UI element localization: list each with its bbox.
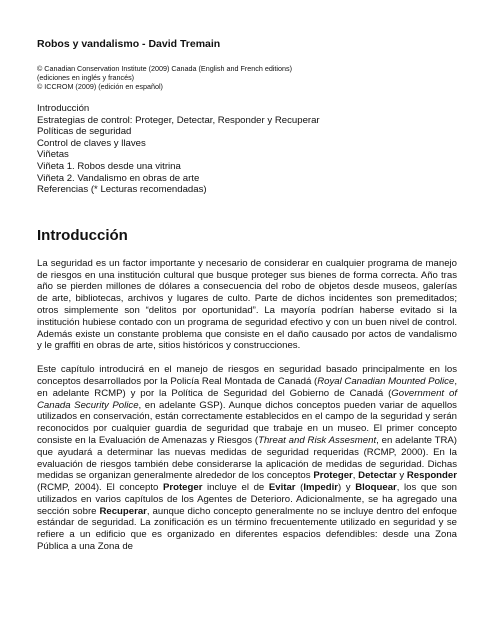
- text-run: ) y: [337, 482, 356, 494]
- paragraph-risk-management: [37, 364, 457, 553]
- section-heading: Introducción: [37, 226, 128, 244]
- bold-term: Recuperar: [99, 505, 147, 517]
- toc-link-vineta-1[interactable]: Viñeta 1. Robos desde una vitrina: [37, 160, 181, 172]
- bold-term: Responder: [406, 470, 457, 482]
- toc-link-vinetas[interactable]: Viñetas: [37, 149, 69, 161]
- toc-link-politicas[interactable]: Políticas de seguridad: [37, 126, 132, 138]
- text-run: , aunque dicho concepto generalmente no se incluye dentro del enfoque estándar de seguridad. La zonificación es un término frecuentemente utilizado en seguridad y se refiere a un edificio que es organizado en diferentes espacios defendibles: desde una Zona Pública a una Zona de: [37, 505, 457, 553]
- toc-link-control-claves[interactable]: Control de claves y llaves: [37, 137, 146, 149]
- toc-link-estrategias[interactable]: Estrategias de control: Proteger, Detectar, Responder y Recuperar: [37, 114, 320, 126]
- italic-term: Government of Canada Security Police: [37, 387, 457, 411]
- toc-link-referencias[interactable]: Referencias (* Lecturas recomendadas): [37, 184, 207, 196]
- bold-term: Proteger: [313, 470, 353, 482]
- bold-term: Evitar: [268, 482, 296, 494]
- copyright-line: (ediciones en inglés y francés): [37, 73, 135, 82]
- toc-link-vineta-2[interactable]: Viñeta 2. Vandalismo en obras de arte: [37, 172, 200, 184]
- italic-term: Royal Canadian Mounted Police: [317, 375, 455, 387]
- document-title: Robos y vandalismo - David Tremain: [37, 38, 221, 50]
- bold-term: Bloquear: [355, 482, 397, 494]
- paragraph-intro: La seguridad es un factor importante y necesario de considerar en cualquier programa de manejo de riesgos en una institución cultural que busque proteger sus bienes de forma correcta. Año tras año se pierden millones de dólares a consecuencia del robo de objetos desde museos, galerías de arte, bibliotecas, archivos y lugares de culto. Parte de dichos incidentes son premeditados; otros simplemente son “delitos por oportunidad”. La mayoría podrían haberse evitado si la institución hubiese contado con un programa de seguridad efectivo y con un buen nivel de control. Además existe un constante problema que consiste en el daño causado por actos de vandalismo y le graffiti en obras de arte, sitios históricos y construcciones.: [37, 257, 457, 352]
- text-run: Este capítulo introducirá en el manejo de riesgos en seguridad basado principalmente en los conceptos desarrollados por la Policía Real Montada de Canadá (: [37, 364, 457, 387]
- text-run: , en adelante RCMP) y por la Política de Seguridad del Gobierno de Canadá (: [37, 375, 457, 399]
- italic-term: Threat and Risk Assesment: [258, 434, 377, 446]
- text-run: , en adelante TRA) que ayudará a determinar las nuevas medidas de seguridad requeridas (RCMP, 2000). En la evaluación de riesgos también debe considerarse la aplicación de medidas de seguridad. Dichas medidas se organizan generalmente alrededor de los conceptos: [37, 434, 457, 482]
- text-run: (: [295, 482, 304, 494]
- table-of-contents: [37, 103, 457, 196]
- text-run: , en adelante GSP). Aunque dichos conceptos pueden variar de aquellos utilizados en conservación, están correctamente establecidos en el campo de la seguridad y serán reconocidos por cualquier guardia de seguridad que trabaje en un museo. El primer concepto consiste en la Evaluación de Amenazas y Riesgos (: [37, 399, 457, 446]
- text-run: , los que son utilizados en varios capítulos de los Agentes de Deterioro. Adicionalmente, se ha agregado una sección sobre: [37, 482, 457, 517]
- text-run: ,: [352, 470, 359, 482]
- document-page: [37, 38, 457, 565]
- text-run: y: [396, 470, 407, 482]
- copyright-line: © ICCROM (2009) (edición en español): [37, 82, 163, 91]
- bold-term: Detectar: [358, 470, 397, 482]
- bold-term: Impedir: [303, 482, 338, 494]
- bold-term: Proteger: [162, 482, 203, 494]
- text-run: (RCMP, 2004). El concepto: [37, 482, 163, 494]
- text-run: incluye el de: [202, 482, 269, 494]
- toc-link-introduccion[interactable]: Introducción: [37, 103, 90, 114]
- copyright-notice: [37, 64, 457, 91]
- copyright-line: © Canadian Conservation Institute (2009) Canada (English and French editions): [37, 64, 293, 73]
